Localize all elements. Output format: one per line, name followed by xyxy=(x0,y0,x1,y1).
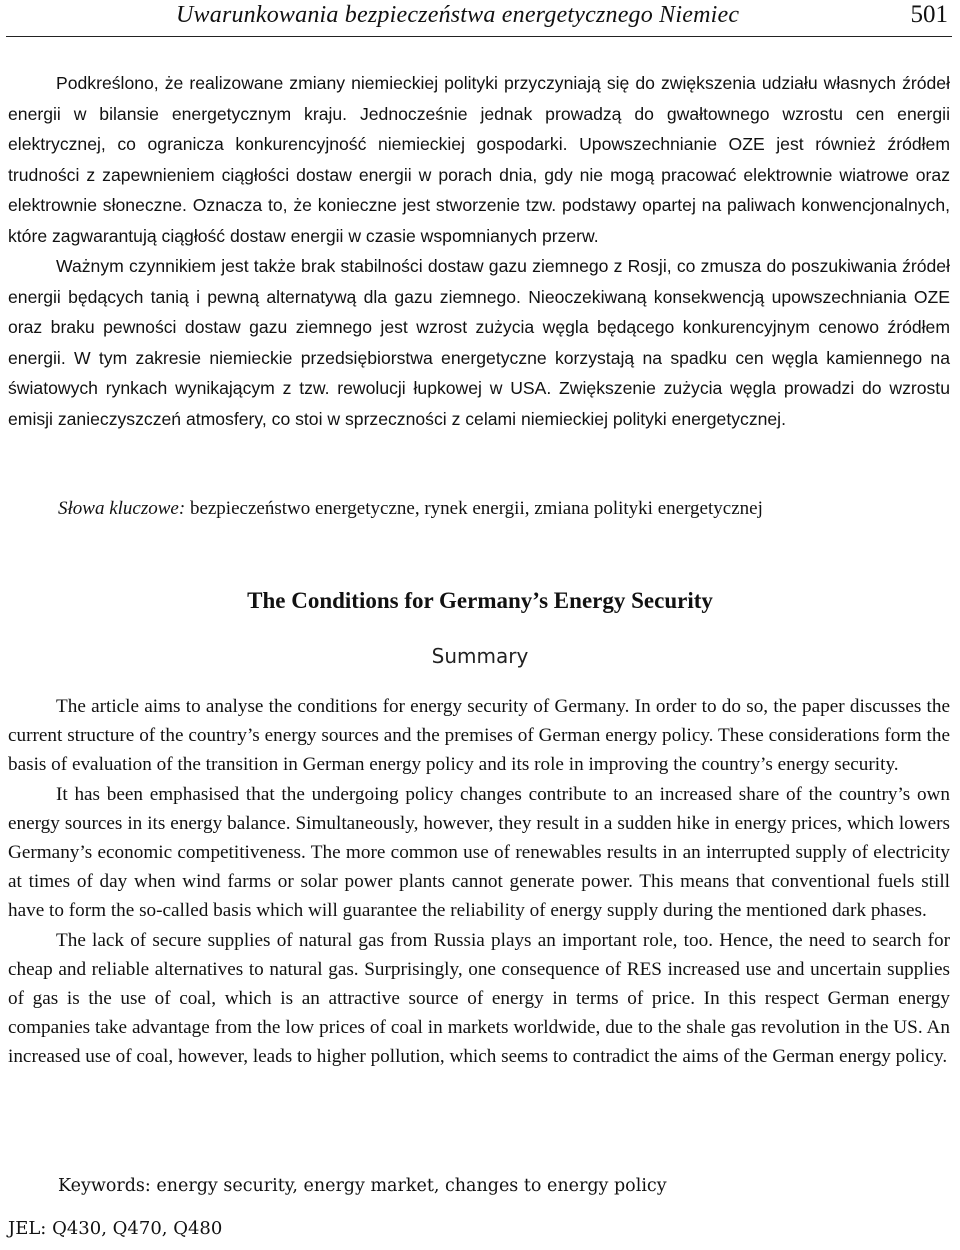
keywords-polish xyxy=(58,498,763,520)
running-header xyxy=(6,0,952,37)
keywords-value: bezpieczeństwo energetyczne, rynek energii, zmiana polityki energetycznej xyxy=(185,498,763,519)
summary-body xyxy=(8,692,950,1072)
abstract-paragraph: Podkreślono, że realizowane zmiany niemieckiej polityki przyczyniają się do zwiększenia udziału własnych źródeł energii w bilansie energetycznym kraju. Jednocześnie jednak prowadzą do gwałtownego wzrostu cen energii elektrycznej, co ogranicza konkurencyjność niemieckiej gospodarki. Upowszechnianie OZE jest również źródłem trudności z zapewnieniem ciągłości dostaw energii w porach dnia, gdy nie mogą pracować elektrownie wiatrowe oraz elektrownie słoneczne. Oznacza to, że konieczne jest stworzenie tzw. podstawy opartej na paliwach konwencjonalnych, które zagwarantują ciągłość dostaw energii w czasie wspomnianych przerw. xyxy=(8,73,950,246)
summary-paragraph: The article aims to analyse the conditions for energy security of Germany. In order to do so, the paper discusses the current structure of the country’s energy sources and the premises of German energy policy. These considerations form the basis of evaluation of the transition in German energy policy and its role in improving the country’s energy security. xyxy=(8,696,950,776)
keywords-english: Keywords: energy security, energy market, changes to energy policy xyxy=(58,1176,667,1196)
jel-codes: JEL: Q430, Q470, Q480 xyxy=(8,1218,223,1239)
abstract-polish xyxy=(8,68,950,434)
running-title: Uwarunkowania bezpieczeństwa energetycznego Niemiec xyxy=(176,2,740,28)
summary-title: The Conditions for Germany’s Energy Security xyxy=(247,588,713,613)
summary-paragraph: It has been emphasised that the undergoing policy changes contribute to an increased share of the country’s own energy sources in its energy balance. Simultaneously, however, they result in a sudden hike in energy prices, which lowers Germany’s economic competitiveness. The more common use of renewables results in an interrupted supply of electricity at times of day when wind farms or solar power plants cannot generate power. This means that conventional fuels still have to form the so-called basis which will guarantee the reliability of energy supply during the mentioned dark phases. xyxy=(8,783,950,922)
keywords-label: Słowa kluczowe: xyxy=(58,498,186,519)
summary-paragraph: The lack of secure supplies of natural gas from Russia plays an important role, too. Hence, the need to search for cheap and reliable alternatives to natural gas. Surprisingly, one consequence of RES increased use and uncertain supplies of gas is the use of coal, which is an attractive source of energy in terms of price. In this respect German energy companies take advantage from the low prices of coal in markets worldwide, due to the shale gas revolution in the US. An increased use of coal, however, leads to higher pollution, which seems to contradict the aims of the German energy policy. xyxy=(8,929,950,1068)
abstract-paragraph: Ważnym czynnikiem jest także brak stabilności dostaw gazu ziemnego z Rosji, co zmusza do poszukiwania źródeł energii będących tanią i pewną alternatywą dla gazu ziemnego. Nieoczekiwaną konsekwencją upowszechniania OZE oraz braku pewności dostaw gazu ziemnego jest wzrost zużycia węgla będącego konkurencyjnym cenowo źródłem energii. W tym zakresie niemieckie przedsiębiorstwa energetyczne korzystają na spadku cen węgla kamiennego na światowych rynkach wynikającym z tzw. rewolucji łupkowej w USA. Zwiększenie zużycia węgla prowadzi do wzrostu emisji zanieczyszczeń atmosfery, co stoi w sprzeczności z celami niemieckiej polityki energetycznej. xyxy=(8,256,950,429)
summary-heading: Summary xyxy=(431,644,529,668)
page-number: 501 xyxy=(910,1,948,28)
